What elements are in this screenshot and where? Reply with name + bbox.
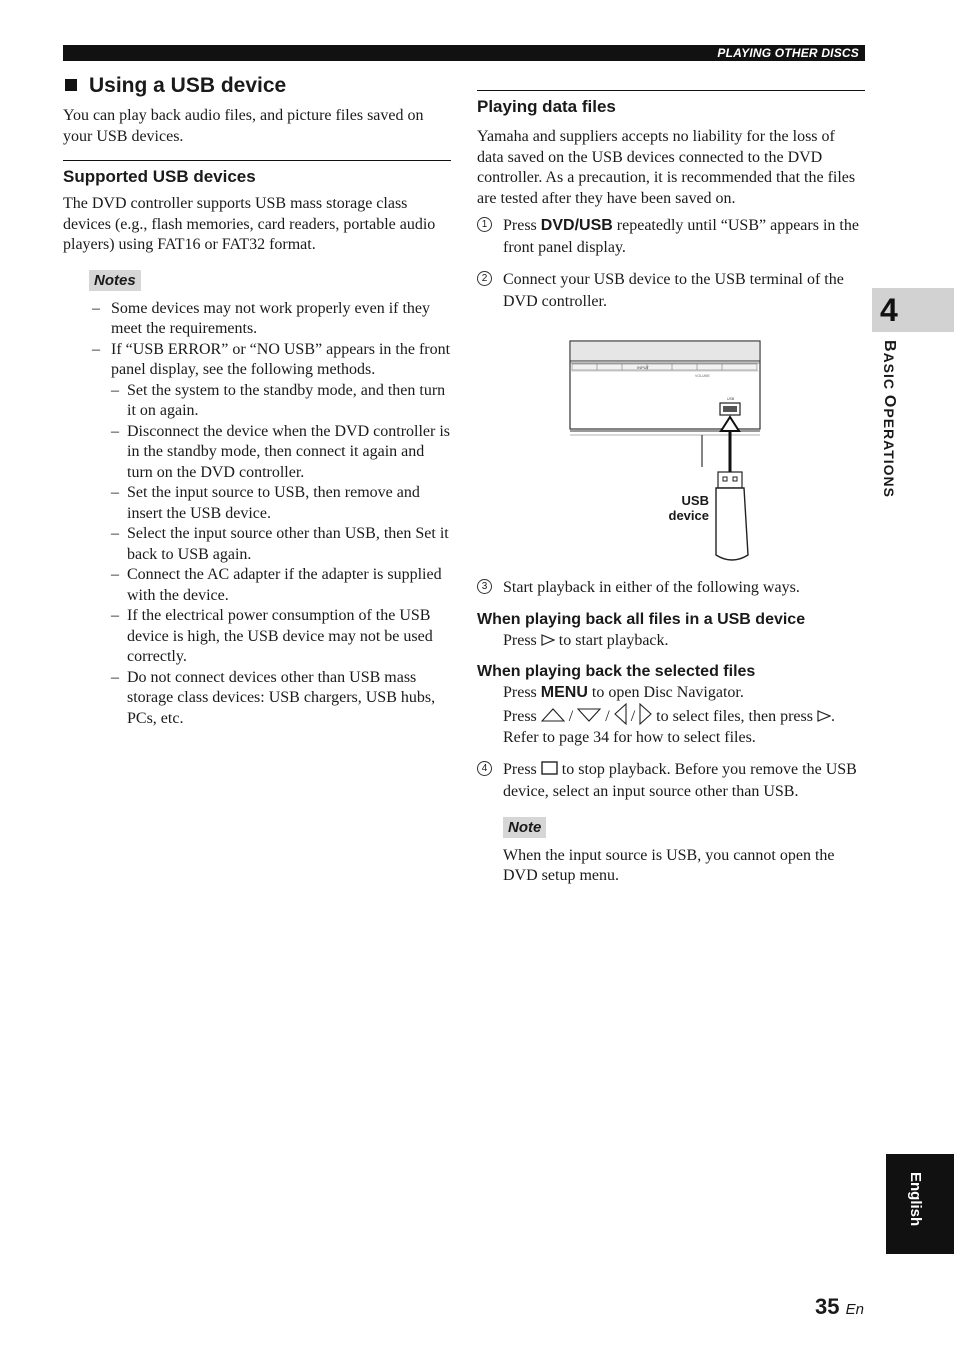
play-icon <box>817 710 831 722</box>
usb-stick-body <box>716 488 748 560</box>
step-number-4: 4 <box>477 761 492 776</box>
list-item: – If “USB ERROR” or “NO USB” appears in the front panel display, see the following methods. – Set the system to the standby mode, and then turn it on again. – Disconnect the device when the DVD controller is in the standby mode, then connect it again and turn on the DVD controller. – Set the input source to USB, then remove and insert the USB device. – Select the input source other than USB, then Set it back to USB again. – Connect the AC adapter if the adapter is supplied with the device. – If the electrical power consumption of the USB device is high, the USB device may not be used correctly. – Do not connect devices other than USB mass storage class devices: USB chargers, USB hubs, PCs, etc. <box>89 340 451 730</box>
sub-notes-list <box>111 381 451 730</box>
note-label: Note <box>503 817 546 838</box>
dvd-controller-illustration <box>477 327 865 567</box>
all-files-heading: When playing back all files in a USB device <box>477 611 806 628</box>
step-4: 4 Press to stop playback. Before you remove the USB device, select an input source other than USB. <box>477 759 865 803</box>
stop-icon <box>541 761 558 775</box>
running-header-title: PLAYING OTHER DISCS <box>717 46 859 60</box>
notes-list <box>63 299 451 730</box>
list-item: – If the electrical power consumption of the USB device is high, the USB device may not be used correctly. <box>111 606 451 668</box>
playing-data-files-heading: Playing data files <box>477 90 865 118</box>
panel-volume-label: VOLUME <box>695 374 710 378</box>
list-item: – Connect the AC adapter if the adapter is supplied with the device. <box>111 565 451 606</box>
play-icon <box>541 634 555 646</box>
selected-files-heading: When playing back the selected files <box>477 662 756 680</box>
panel-usb-label: USB <box>727 397 735 401</box>
chapter-number: 4 <box>880 292 898 328</box>
liability-paragraph: Yamaha and suppliers accepts no liability for the loss of data saved on the USB devices connected to the DVD controller. As a precaution, it is recommended that the files are tested after they have been saved on. <box>477 128 856 207</box>
right-arrow-icon <box>639 703 652 725</box>
section-title: Using a USB device <box>63 72 451 100</box>
dvd-usb-key: DVD/USB <box>540 217 613 234</box>
chapter-tab <box>872 288 954 332</box>
selected-files-line-2: Press / / / to select files, then press . <box>477 703 865 728</box>
step-2: 2 Connect your USB device to the USB terminal of the DVD controller. <box>477 269 865 313</box>
list-item: – Select the input source other than USB, then Set it back to USB again. <box>111 524 451 565</box>
selected-files-line-3: Refer to page 34 for how to select files. <box>503 729 756 746</box>
left-column <box>63 72 451 729</box>
step-3: 3 Start playback in either of the following ways. <box>477 577 865 599</box>
section-side-label: BASIC OPERATIONS <box>881 340 898 498</box>
notes-label: Notes <box>89 270 141 291</box>
language-label: English <box>907 1172 924 1227</box>
usb-connection-figure <box>477 327 865 567</box>
step-number-3: 3 <box>477 579 492 594</box>
menu-key: MENU <box>540 683 588 701</box>
up-arrow-icon <box>541 708 565 722</box>
page-number: 35 En <box>815 1294 864 1319</box>
list-item: – Set the input source to USB, then remove and insert the USB device. <box>111 483 451 524</box>
intro-paragraph: You can play back audio files, and picture files saved on your USB devices. <box>63 107 424 145</box>
usb-connector <box>718 472 742 488</box>
usb-device-label: USB device <box>668 493 709 523</box>
list-item: – Disconnect the device when the DVD controller is in the standby mode, then connect it again and turn on the DVD controller. <box>111 422 451 484</box>
list-item: – Some devices may not work properly even if they meet the requirements. <box>89 299 451 340</box>
left-arrow-icon <box>614 703 627 725</box>
all-files-text: Press to start playback. <box>503 632 669 649</box>
selected-files-line-1: Press MENU to open Disc Navigator. <box>503 683 744 701</box>
square-bullet-icon <box>65 79 77 91</box>
down-arrow-icon <box>577 708 601 722</box>
step-number-1: 1 <box>477 217 492 232</box>
step-1: 1 Press DVD/USB repeatedly until “USB” appears in the front panel display. <box>477 215 865 259</box>
right-column <box>477 90 865 887</box>
supported-devices-heading: Supported USB devices <box>63 160 451 188</box>
language-tab <box>886 1154 954 1254</box>
supported-devices-text: The DVD controller supports USB mass storage class devices (e.g., flash memories, card readers, portable audio players) using FAT16 or FAT32 format. <box>63 195 436 253</box>
running-header-bar <box>63 45 865 61</box>
panel-input-label: INPUT <box>637 365 649 370</box>
step-number-2: 2 <box>477 271 492 286</box>
list-item: – Set the system to the standby mode, and then turn it on again. <box>111 381 451 422</box>
note-text: When the input source is USB, you cannot open the DVD setup menu. <box>503 846 835 884</box>
list-item: – Do not connect devices other than USB mass storage class devices: USB chargers, USB hubs, PCs, etc. <box>111 668 451 730</box>
